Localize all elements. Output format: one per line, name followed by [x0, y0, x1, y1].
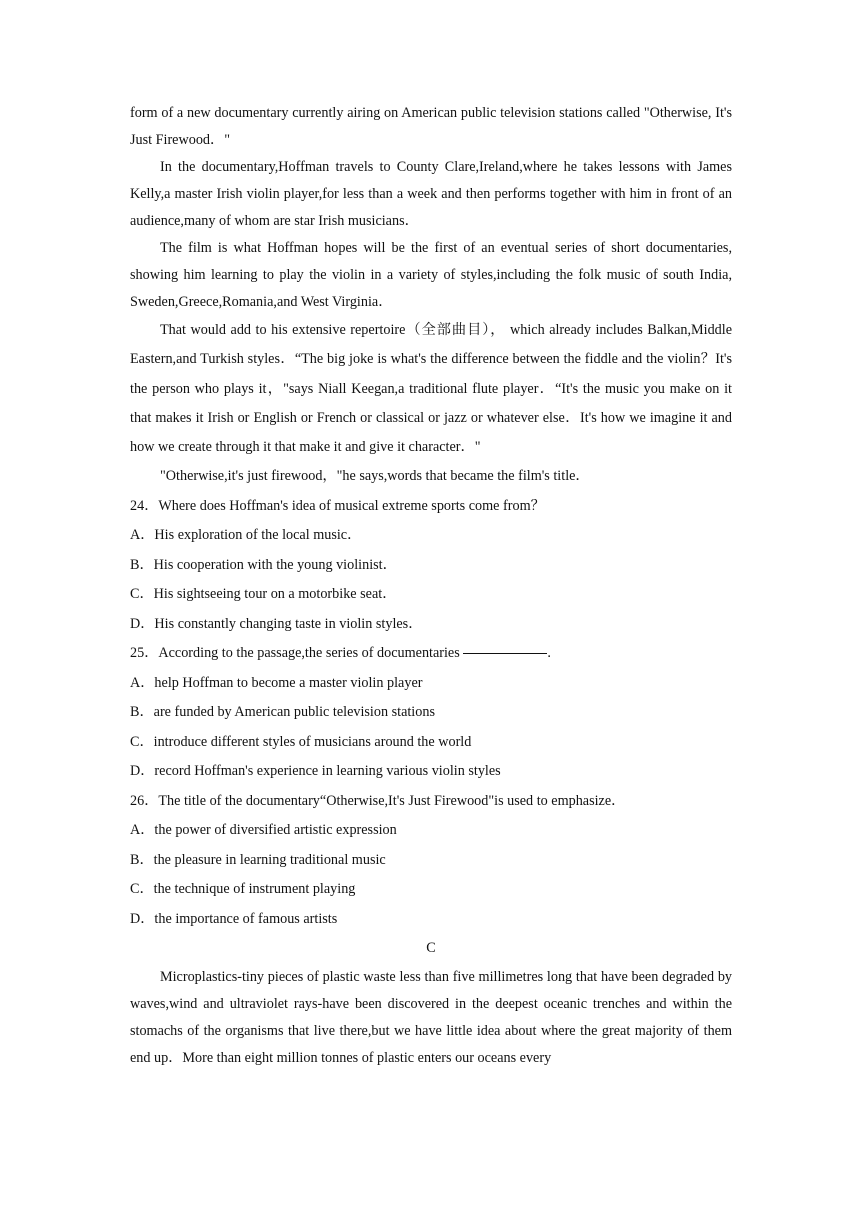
option-a: A．His exploration of the local music． — [130, 527, 362, 544]
section-c-heading: C — [426, 940, 436, 957]
option-a: A．help Hoffman to become a master violin player — [130, 674, 423, 691]
passage-b-paragraph-4: "Otherwise,it's just firewood，"he says,words that became the film's title． — [160, 468, 590, 485]
option-b: B．His cooperation with the young violinist． — [130, 556, 397, 573]
answer-blank — [463, 653, 547, 654]
question-stem — [130, 639, 732, 669]
passage-b-paragraph-1: In the documentary,Hoffman travels to County Clare,Ireland,where he takes lessons with James Kelly,a master Irish violin player,for less than a week and then performs together with him in front of an audience,many of whom are star Irish musicians． — [130, 159, 732, 229]
option-b: B．the pleasure in learning traditional music — [130, 851, 386, 868]
option-d: D．His constantly changing taste in violin styles． — [130, 615, 423, 632]
passage-b-paragraph-3: That would add to his extensive repertoire（全部曲目）， which already includes Balkan,Middle Eastern,and Turkish styles．“The big joke is what's the difference between the fiddle and the violin？It's the person who plays it，"says Niall Keegan,a traditional flute player．“It's the music you make on it that makes it Irish or English or French or classical or jazz or whatever else．It's how we imagine it and how we create through it that make it and give it character．" — [130, 322, 732, 456]
question-24 — [130, 492, 732, 640]
question-25 — [130, 639, 732, 787]
question-stem-text: 25．According to the passage,the series of documentaries — [130, 645, 464, 662]
document-page — [130, 100, 732, 1072]
option-d: D．record Hoffman's experience in learning various violin styles — [130, 763, 501, 780]
option-c: C．introduce different styles of musicians around the world — [130, 733, 472, 750]
option-b: B．are funded by American public television stations — [130, 704, 435, 721]
option-c: C．the technique of instrument playing — [130, 881, 356, 898]
passage-c-paragraph-1: Microplastics-tiny pieces of plastic waste less than five millimetres long that have been degraded by waves,wind and ultraviolet rays-have been discovered in the deepest oceanic trenches and within the stomachs of the organisms that live there,but we have little idea about where the great majority of them end up．More than eight million tonnes of plastic enters our oceans every — [130, 968, 732, 1066]
question-26 — [130, 787, 732, 935]
option-d: D．the importance of famous artists — [130, 910, 338, 927]
question-stem-end: . — [547, 645, 551, 662]
option-c: C．His sightseeing tour on a motorbike seat． — [130, 586, 397, 603]
passage-b-paragraph-0: form of a new documentary currently airing on American public television stations called "Otherwise, It's Just Firewood．" — [130, 105, 732, 148]
question-stem: 26．The title of the documentary“Otherwise,It's Just Firewood"is used to emphasize． — [130, 792, 626, 809]
option-a: A．the power of diversified artistic expression — [130, 822, 397, 839]
question-stem: 24．Where does Hoffman's idea of musical extreme sports come from？ — [130, 497, 545, 514]
passage-b-paragraph-2: The film is what Hoffman hopes will be the first of an eventual series of short documentaries, showing him learning to play the violin in a variety of styles,including the folk music of south India, Sweden,Greece,Romania,and West Virginia． — [130, 240, 732, 310]
